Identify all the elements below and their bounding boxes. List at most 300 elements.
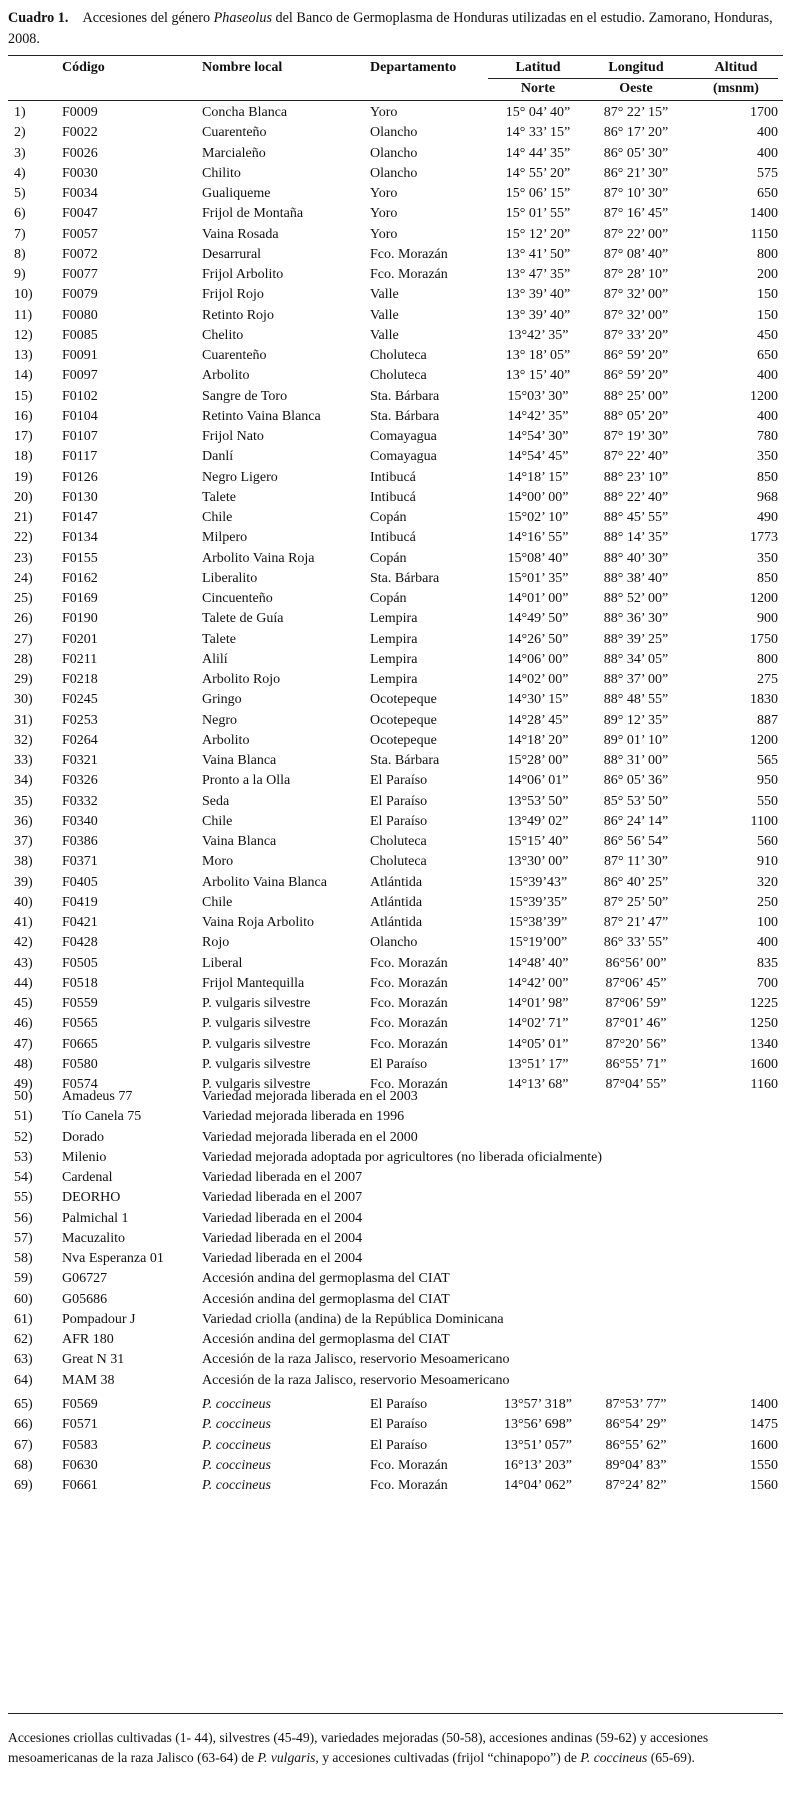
header-name: Nombre local <box>202 60 283 75</box>
row-department: El Paraíso <box>370 793 428 809</box>
row-latitude: 15°38’39” <box>508 915 568 930</box>
row-code: Tío Canela 75 <box>62 1109 142 1125</box>
row-altitude: 835 <box>757 955 778 971</box>
row-latitude: 13° 18’ 05” <box>505 348 571 363</box>
row-altitude: 400 <box>757 125 778 141</box>
row-code: Pompadour J <box>62 1311 136 1327</box>
row-longitude: 88° 05’ 20” <box>603 408 669 424</box>
row-code: F0661 <box>62 1478 98 1493</box>
row-latitude: 13°53’ 50” <box>507 793 569 809</box>
row-number: 33) <box>14 753 33 768</box>
row-latitude: 14°01’ 00” <box>507 591 569 606</box>
row-number: 2) <box>14 125 26 141</box>
row-number: 62) <box>14 1332 33 1347</box>
row-code: G05686 <box>62 1291 108 1307</box>
row-local-name: Liberalito <box>202 570 258 586</box>
row-altitude: 350 <box>757 550 778 566</box>
row-local-name: Liberal <box>202 955 243 971</box>
row-number: 65) <box>14 1397 33 1412</box>
row-number: 59) <box>14 1271 33 1287</box>
row-altitude: 560 <box>757 834 778 849</box>
row-longitude: 87° 22’ 40” <box>603 449 669 465</box>
row-number: 67) <box>14 1437 33 1453</box>
row-number: 60) <box>14 1291 33 1307</box>
row-number: 7) <box>14 226 26 242</box>
row-code: F0386 <box>62 834 98 849</box>
row-altitude: 887 <box>757 712 778 728</box>
row-longitude: 87° 33’ 20” <box>603 327 669 343</box>
row-local-name: Concha Blanca <box>202 105 288 120</box>
row-altitude: 1400 <box>750 1397 778 1412</box>
row-code: F0421 <box>62 915 98 930</box>
row-altitude: 490 <box>757 510 778 525</box>
row-number: 19) <box>14 469 33 485</box>
caption-label: Cuadro 1. <box>8 10 69 26</box>
note-part3: (65-69). <box>647 1750 695 1765</box>
row-latitude: 14°26’ 50” <box>507 631 569 647</box>
row-altitude: 400 <box>757 368 778 384</box>
row-latitude: 14° 44’ 35” <box>505 145 571 161</box>
row-local-name: P. coccineus <box>202 1417 271 1433</box>
row-code: F0134 <box>62 530 98 546</box>
bottom-rule <box>8 1713 783 1714</box>
row-longitude: 87° 22’ 15” <box>603 105 669 120</box>
row-longitude: 86° 33’ 55” <box>603 935 669 951</box>
header-lat-1: Latitud <box>515 60 561 75</box>
row-code: F0419 <box>62 894 98 910</box>
row-latitude: 13°57’ 318” <box>504 1397 572 1412</box>
row-code: F0518 <box>62 975 98 991</box>
header-lon-2: Oeste <box>619 81 653 96</box>
row-number: 43) <box>14 955 33 971</box>
row-local-name: Arbolito <box>202 368 250 384</box>
row-longitude: 86° 05’ 30” <box>603 145 669 161</box>
row-number: 48) <box>14 1056 33 1072</box>
row-department: Fco. Morazán <box>370 246 448 262</box>
row-number: 46) <box>14 1016 33 1032</box>
row-altitude: 700 <box>757 975 778 991</box>
row-number: 26) <box>14 611 33 627</box>
row-number: 56) <box>14 1210 33 1226</box>
row-local-name: Cincuenteño <box>202 591 273 606</box>
row-local-name: Retinto Rojo <box>202 307 274 323</box>
row-latitude: 14°30’ 15” <box>507 692 569 708</box>
row-longitude: 86°55’ 71” <box>605 1056 667 1072</box>
row-number: 14) <box>14 368 33 384</box>
row-local-name: Seda <box>202 793 230 809</box>
row-department: Yoro <box>370 206 398 222</box>
row-latitude: 16°13’ 203” <box>504 1457 572 1473</box>
row-department: Atlántida <box>370 894 423 910</box>
row-department: Choluteca <box>370 368 427 384</box>
row-local-name: P. vulgaris silvestre <box>202 1016 311 1032</box>
row-number: 11) <box>14 307 33 323</box>
row-code: F0505 <box>62 955 98 971</box>
table-row <box>0 1369 795 1392</box>
row-altitude: 1400 <box>750 206 778 222</box>
row-latitude: 13°51’ 17” <box>507 1056 569 1072</box>
row-number: 9) <box>14 267 26 282</box>
row-altitude: 400 <box>757 935 778 951</box>
row-altitude: 650 <box>757 348 778 363</box>
row-number: 37) <box>14 834 33 849</box>
row-longitude: 88° 38’ 40” <box>603 570 669 586</box>
row-number: 28) <box>14 651 33 667</box>
row-longitude: 86°56’ 00” <box>605 955 667 971</box>
row-code: F0162 <box>62 570 98 586</box>
row-number: 10) <box>14 287 33 303</box>
row-number: 31) <box>14 712 33 728</box>
row-longitude: 88° 36’ 30” <box>603 611 669 627</box>
row-local-name: Talete de Guía <box>202 611 284 627</box>
row-local-name: Arbolito Vaina Roja <box>202 550 315 566</box>
row-latitude: 15° 06’ 15” <box>505 186 571 201</box>
row-code: Dorado <box>62 1129 104 1145</box>
table-footnote <box>8 1728 783 1768</box>
row-number: 47) <box>14 1036 33 1052</box>
row-latitude: 13°49’ 02” <box>507 813 569 829</box>
row-altitude: 400 <box>757 145 778 161</box>
row-longitude: 89° 12’ 35” <box>603 712 669 728</box>
row-local-name: Frijol de Montaña <box>202 206 304 222</box>
row-description: Accesión andina del germoplasma del CIAT <box>202 1271 450 1287</box>
row-description: Variedad criolla (andina) de la República Dominicana <box>202 1311 504 1327</box>
row-department: Sta. Bárbara <box>370 570 440 586</box>
row-local-name: Danlí <box>202 449 234 465</box>
row-local-name: Chelito <box>202 327 244 343</box>
row-altitude: 550 <box>757 793 778 809</box>
row-latitude: 14°13’ 68” <box>507 1077 569 1092</box>
row-number: 58) <box>14 1251 33 1266</box>
row-local-name: Negro Ligero <box>202 469 278 485</box>
row-number: 55) <box>14 1190 33 1206</box>
row-department: Copán <box>370 510 407 525</box>
row-altitude: 650 <box>757 186 778 201</box>
row-code: F0190 <box>62 611 98 627</box>
row-latitude: 14°54’ 45” <box>507 449 569 465</box>
row-altitude: 400 <box>757 408 778 424</box>
row-department: Fco. Morazán <box>370 1036 448 1052</box>
row-local-name: Vaina Roja Arbolito <box>202 915 314 930</box>
row-department: Yoro <box>370 186 398 201</box>
row-longitude: 87°06’ 59” <box>605 996 667 1011</box>
header-lat-2: Norte <box>520 81 556 96</box>
row-number: 24) <box>14 570 33 586</box>
row-local-name: Gualiqueme <box>202 186 271 201</box>
row-number: 27) <box>14 631 33 647</box>
row-number: 4) <box>14 165 26 181</box>
row-altitude: 1475 <box>750 1417 778 1433</box>
row-code: F0405 <box>62 874 98 890</box>
row-longitude: 86° 21’ 30” <box>603 165 669 181</box>
caption-genus: Phaseolus <box>213 10 272 26</box>
row-number: 16) <box>14 408 33 424</box>
row-code: F0630 <box>62 1457 98 1473</box>
row-latitude: 15°39’43” <box>508 874 568 890</box>
row-altitude: 575 <box>757 165 778 181</box>
row-altitude: 1250 <box>750 1016 778 1032</box>
row-code: F0665 <box>62 1036 98 1052</box>
row-longitude: 87° 22’ 00” <box>603 226 669 242</box>
row-longitude: 88° 14’ 35” <box>603 530 669 546</box>
row-department: Lempira <box>370 672 418 687</box>
row-altitude: 1600 <box>750 1437 778 1453</box>
row-department: Intibucá <box>370 469 416 485</box>
row-department: Sta. Bárbara <box>370 408 440 424</box>
row-latitude: 15°01’ 35” <box>507 570 569 586</box>
row-number: 50) <box>14 1089 33 1104</box>
row-department: Lempira <box>370 611 418 627</box>
row-longitude: 86°54’ 29” <box>605 1417 667 1433</box>
row-department: Valle <box>370 287 399 303</box>
row-department: Sta. Bárbara <box>370 753 440 768</box>
row-local-name: Chile <box>202 813 233 829</box>
header-dept: Departamento <box>370 60 457 75</box>
row-latitude: 14°06’ 00” <box>507 651 569 667</box>
row-local-name: Milpero <box>202 530 248 546</box>
row-latitude: 13° 39’ 40” <box>505 307 571 323</box>
row-number: 1) <box>14 105 26 120</box>
row-department: Fco. Morazán <box>370 955 448 971</box>
row-latitude: 15°39’35” <box>508 894 568 910</box>
row-altitude: 1225 <box>750 996 778 1011</box>
row-latitude: 14°54’ 30” <box>507 429 569 444</box>
row-department: Atlántida <box>370 915 423 930</box>
row-longitude: 88° 31’ 00” <box>603 753 669 768</box>
row-latitude: 14°42’ 35” <box>507 408 569 424</box>
row-number: 35) <box>14 793 33 809</box>
row-code: F0201 <box>62 631 98 647</box>
row-longitude: 88° 40’ 30” <box>603 550 669 566</box>
row-description: Accesión andina del germoplasma del CIAT <box>202 1332 450 1347</box>
row-longitude: 87°04’ 55” <box>605 1077 667 1092</box>
row-latitude: 15°02’ 10” <box>507 510 569 525</box>
row-department: Fco. Morazán <box>370 1016 448 1032</box>
row-altitude: 150 <box>757 307 778 323</box>
row-department: Fco. Morazán <box>370 267 448 282</box>
row-latitude: 14°16’ 55” <box>507 530 569 546</box>
row-code: F0565 <box>62 1016 98 1032</box>
row-altitude: 780 <box>757 429 778 444</box>
row-altitude: 1750 <box>750 631 778 647</box>
row-code: Palmichal 1 <box>62 1210 129 1226</box>
row-code: F0428 <box>62 935 98 951</box>
row-longitude: 87°06’ 45” <box>605 975 667 991</box>
note-part1: Accesiones criollas cultivadas (1- 44), silvestres (45-49), variedades mejoradas (50-58), accesiones andinas (59-62) y accesiones mesoamericanas de la raza Jalisco (63-64) de <box>8 1730 709 1765</box>
row-number: 22) <box>14 530 33 546</box>
row-department: Comayagua <box>370 449 437 465</box>
row-department: Choluteca <box>370 348 427 363</box>
row-latitude: 15° 01’ 55” <box>505 206 571 222</box>
row-altitude: 850 <box>757 570 778 586</box>
row-description: Variedad mejorada adoptada por agricultores (no liberada oficialmente) <box>202 1149 602 1165</box>
row-number: 39) <box>14 874 33 890</box>
row-latitude: 13°42’ 35” <box>507 327 569 343</box>
row-code: F0332 <box>62 793 98 809</box>
row-latitude: 13°30’ 00” <box>507 854 569 870</box>
row-longitude: 88° 34’ 05” <box>603 651 669 667</box>
row-longitude: 87° 32’ 00” <box>603 287 669 303</box>
row-altitude: 1560 <box>750 1478 778 1493</box>
row-altitude: 1550 <box>750 1457 778 1473</box>
row-altitude: 1700 <box>750 105 778 120</box>
row-local-name: Cuarenteño <box>202 348 267 363</box>
row-number: 57) <box>14 1230 33 1246</box>
row-local-name: Arbolito <box>202 732 250 748</box>
row-number: 3) <box>14 145 26 161</box>
row-local-name: Arbolito Vaina Blanca <box>202 874 327 890</box>
row-number: 45) <box>14 996 33 1011</box>
row-number: 51) <box>14 1109 33 1125</box>
row-latitude: 14°06’ 01” <box>507 773 569 789</box>
row-description: Variedad liberada en el 2007 <box>202 1190 363 1206</box>
row-latitude: 15°19’00” <box>508 935 568 951</box>
row-latitude: 14°18’ 20” <box>507 732 569 748</box>
row-local-name: Talete <box>202 631 236 647</box>
row-altitude: 450 <box>757 327 778 343</box>
row-code: F0104 <box>62 408 98 424</box>
row-longitude: 88° 23’ 10” <box>603 469 669 485</box>
row-longitude: 86° 59’ 20” <box>603 368 669 384</box>
row-longitude: 88° 48’ 55” <box>603 692 669 708</box>
row-latitude: 14°28’ 45” <box>507 712 569 728</box>
row-longitude: 89° 01’ 10” <box>603 732 669 748</box>
row-code: F0340 <box>62 813 98 829</box>
row-altitude: 350 <box>757 449 778 465</box>
row-code: Amadeus 77 <box>62 1089 133 1104</box>
row-number: 6) <box>14 206 26 222</box>
row-latitude: 14°04’ 062” <box>504 1478 572 1493</box>
row-department: Olancho <box>370 165 418 181</box>
row-local-name: P. vulgaris silvestre <box>202 1036 311 1052</box>
row-code: G06727 <box>62 1271 108 1287</box>
row-department: Copán <box>370 550 407 566</box>
row-code: F0155 <box>62 550 98 566</box>
row-description: Variedad mejorada liberada en 1996 <box>202 1109 405 1125</box>
row-altitude: 800 <box>757 651 778 667</box>
row-local-name: Moro <box>202 854 234 870</box>
row-code: F0057 <box>62 226 98 242</box>
row-code: MAM 38 <box>62 1372 115 1388</box>
row-number: 15) <box>14 388 33 404</box>
row-number: 53) <box>14 1149 33 1165</box>
row-department: Lempira <box>370 651 418 667</box>
row-description: Accesión de la raza Jalisco, reservorio Mesoamericano <box>202 1352 510 1368</box>
note-species-1: P. vulgaris <box>257 1750 316 1765</box>
row-local-name: Arbolito Rojo <box>202 672 281 687</box>
row-number: 20) <box>14 489 33 505</box>
row-department: Valle <box>370 307 399 323</box>
row-local-name: Rojo <box>202 935 230 951</box>
row-local-name: Retinto Vaina Blanca <box>202 408 321 424</box>
row-local-name: P. vulgaris silvestre <box>202 1077 311 1092</box>
row-longitude: 88° 25’ 00” <box>603 388 669 404</box>
row-latitude: 14°42’ 00” <box>507 975 569 991</box>
row-code: F0321 <box>62 753 98 768</box>
row-code: F0211 <box>62 651 98 667</box>
row-code: F0130 <box>62 489 98 505</box>
row-code: F0107 <box>62 429 98 444</box>
row-department: El Paraíso <box>370 1397 428 1412</box>
row-latitude: 14°18’ 15” <box>507 469 569 485</box>
row-altitude: 1200 <box>750 591 778 606</box>
row-code: Macuzalito <box>62 1230 125 1246</box>
row-altitude: 320 <box>757 874 778 890</box>
row-number: 40) <box>14 894 33 910</box>
row-number: 52) <box>14 1129 33 1145</box>
row-longitude: 89°04’ 83” <box>605 1457 667 1473</box>
row-code: F0371 <box>62 854 98 870</box>
row-latitude: 15° 04’ 40” <box>505 105 571 120</box>
row-local-name: Frijol Rojo <box>202 287 264 303</box>
row-number: 36) <box>14 813 33 829</box>
row-longitude: 87° 28’ 10” <box>603 267 669 282</box>
row-local-name: Chilito <box>202 165 241 181</box>
row-department: Olancho <box>370 145 418 161</box>
row-latitude: 13°56’ 698” <box>504 1417 572 1433</box>
row-local-name: Cuarenteño <box>202 125 267 141</box>
row-code: Great N 31 <box>62 1352 125 1368</box>
row-altitude: 950 <box>757 773 778 789</box>
row-department: El Paraíso <box>370 1056 428 1072</box>
row-longitude: 87° 21’ 47” <box>603 915 669 930</box>
row-code: AFR 180 <box>62 1332 114 1347</box>
row-altitude: 1200 <box>750 732 778 748</box>
row-local-name: Frijol Arbolito <box>202 267 284 282</box>
row-department: El Paraíso <box>370 1437 428 1453</box>
row-number: 61) <box>14 1311 33 1327</box>
note-part2: , y accesiones cultivadas (frijol “chinapopo”) de <box>315 1750 581 1765</box>
row-department: Choluteca <box>370 834 427 849</box>
row-description: Variedad liberada en el 2004 <box>202 1251 363 1266</box>
row-longitude: 86° 56’ 54” <box>603 834 669 849</box>
row-longitude: 87° 08’ 40” <box>603 246 669 262</box>
row-local-name: P. coccineus <box>202 1457 271 1473</box>
row-number: 41) <box>14 915 33 930</box>
row-longitude: 87° 32’ 00” <box>603 307 669 323</box>
row-code: F0034 <box>62 186 98 201</box>
row-longitude: 87° 11’ 30” <box>604 854 668 870</box>
row-latitude: 13°51’ 057” <box>504 1437 572 1453</box>
row-code: Milenio <box>62 1149 107 1165</box>
row-local-name: Chile <box>202 894 233 910</box>
row-description: Variedad mejorada liberada en el 2003 <box>202 1089 418 1104</box>
row-number: 8) <box>14 246 26 262</box>
row-department: Sta. Bárbara <box>370 388 440 404</box>
row-code: F0077 <box>62 267 98 282</box>
caption-text-before: Accesiones del género <box>82 10 214 26</box>
row-department: Copán <box>370 591 407 606</box>
row-department: Fco. Morazán <box>370 1077 448 1092</box>
row-longitude: 88° 37’ 00” <box>603 672 669 687</box>
row-number: 25) <box>14 591 33 606</box>
row-number: 63) <box>14 1352 33 1368</box>
row-department: Atlántida <box>370 874 423 890</box>
row-longitude: 88° 45’ 55” <box>603 510 669 525</box>
row-code: F0030 <box>62 165 98 181</box>
row-department: Intibucá <box>370 530 416 546</box>
row-local-name: P. coccineus <box>202 1397 271 1412</box>
row-latitude: 13° 15’ 40” <box>505 368 571 384</box>
row-longitude: 86°55’ 62” <box>605 1437 667 1453</box>
row-code: F0080 <box>62 307 98 323</box>
row-altitude: 910 <box>757 854 778 870</box>
row-code: F0574 <box>62 1077 98 1092</box>
row-altitude: 1773 <box>750 530 778 546</box>
row-code: F0022 <box>62 125 98 141</box>
row-latitude: 15°08’ 40” <box>507 550 569 566</box>
row-department: Yoro <box>370 105 398 120</box>
